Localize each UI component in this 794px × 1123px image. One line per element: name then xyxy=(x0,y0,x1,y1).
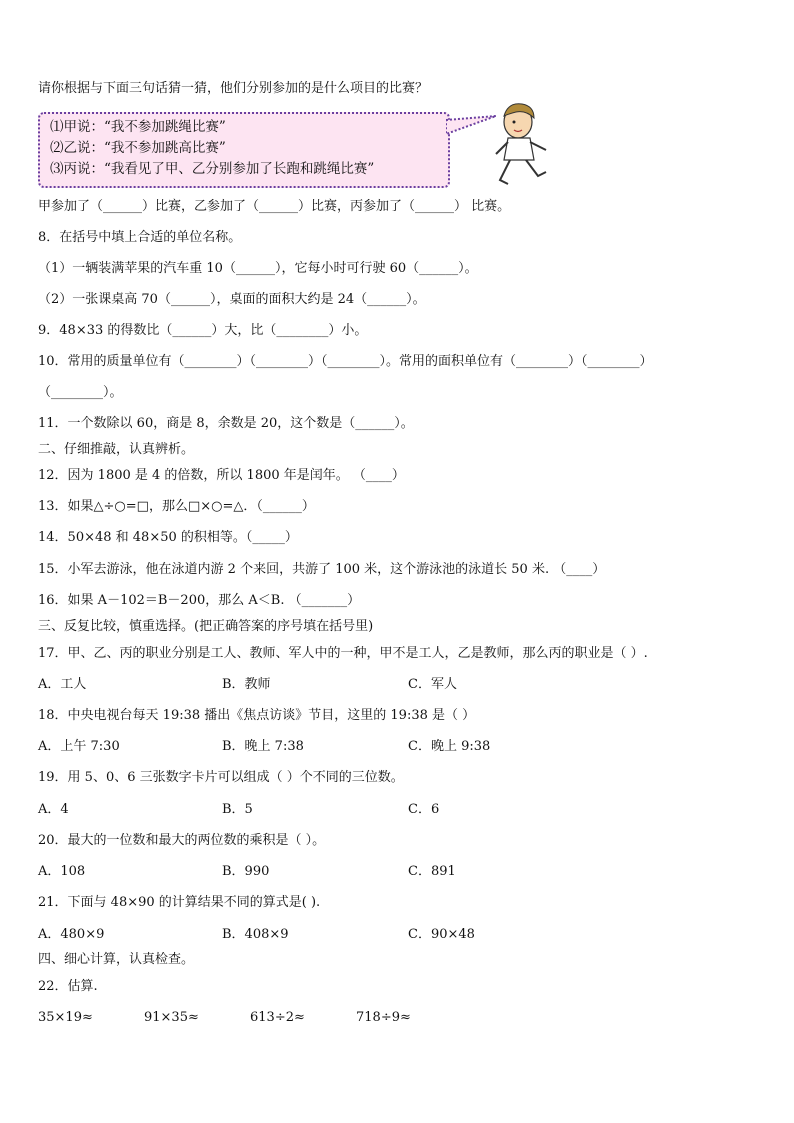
q12: 12．因为 1800 是 4 的倍数，所以 1800 年是闰年。 （____） xyxy=(38,468,405,483)
q17-option-b: B．教师 xyxy=(222,677,271,692)
q21-option-a: A．480×9 xyxy=(38,927,105,942)
q20-option-b: B．990 xyxy=(222,864,270,879)
intro-text: 请你根据与下面三句话猜一猜，他们分别参加的是什么项目的比赛？ xyxy=(38,81,429,96)
q9: 9．48×33 的得数比（______）大，比（________）小。 xyxy=(38,323,368,338)
speech-bubble xyxy=(38,112,450,188)
q8-1: （1）一辆装满苹果的汽车重 10（______），它每小时可行驶 60（______）。 xyxy=(38,261,478,276)
q15: 15．小军去游泳，他在泳道内游 2 个来回，共游了 100 米，这个游泳池的泳道长 50 米. （____） xyxy=(38,562,606,577)
q19: 19．用 5、0、6 三张数字卡片可以组成（ ）个不同的三位数。 xyxy=(38,770,404,785)
q8-2: （2）一张课桌高 70（______），桌面的面积大约是 24（______）。 xyxy=(38,292,426,307)
q19-option-c: C．6 xyxy=(408,802,440,817)
q17: 17．甲、乙、丙的职业分别是工人、教师、军人中的一种，甲不是工人，乙是教师，那么丙的职业是（ ）. xyxy=(38,646,648,661)
q17-option-a: A．工人 xyxy=(38,677,87,692)
q18-option-c: C．晚上 9:38 xyxy=(408,739,491,754)
q20-option-c: C．891 xyxy=(408,864,456,879)
q16: 16．如果 A－102＝B－200，那么 A＜B. （_______） xyxy=(38,593,361,608)
bubble-line-1: ⑴甲说：“我不参加跳绳比赛” xyxy=(50,119,226,135)
q22: 22．估算. xyxy=(38,979,98,994)
q17-option-c: C．军人 xyxy=(408,677,457,692)
q20: 20．最大的一位数和最大的两位数的乘积是（ ）。 xyxy=(38,833,326,848)
estimate-3: 613÷2≈ xyxy=(250,1010,305,1025)
q21-option-b: B．408×9 xyxy=(222,927,289,942)
answer-line: 甲参加了（______）比赛，乙参加了（______）比赛，丙参加了（______） 比赛。 xyxy=(38,199,511,214)
q11: 11．一个数除以 60，商是 8，余数是 20，这个数是（______）。 xyxy=(38,416,414,431)
q10-cont: （________）。 xyxy=(38,385,123,400)
section-4-heading: 四、细心计算，认真检查。 xyxy=(38,952,195,967)
section-2-heading: 二、仔细推敲，认真辨析。 xyxy=(38,442,195,457)
q14: 14．50×48 和 48×50 的积相等。（_____） xyxy=(38,530,298,545)
q19-option-b: B．5 xyxy=(222,802,253,817)
q19-option-a: A．4 xyxy=(38,802,69,817)
q21: 21．下面与 48×90 的计算结果不同的算式是( ). xyxy=(38,895,321,910)
q18: 18．中央电视台每天 19:38 播出《焦点访谈》节目，这里的 19:38 是（ ） xyxy=(38,708,476,723)
estimate-2: 91×35≈ xyxy=(144,1010,199,1025)
q21-option-c: C．90×48 xyxy=(408,927,475,942)
q10: 10．常用的质量单位有（________）（________）（________）。常用的面积单位有（________）（________） xyxy=(38,354,653,369)
q20-option-a: A．108 xyxy=(38,864,86,879)
section-3-heading: 三、反复比较，慎重选择。(把正确答案的序号填在括号里) xyxy=(38,619,374,634)
q8-title: 8．在括号中填上合适的单位名称。 xyxy=(38,230,242,245)
q18-option-b: B．晚上 7:38 xyxy=(222,739,304,754)
bubble-line-2: ⑵乙说：“我不参加跳高比赛” xyxy=(50,140,226,156)
bubble-line-3: ⑶丙说：“我看见了甲、乙分别参加了长跑和跳绳比赛” xyxy=(50,161,375,177)
running-child-illustration xyxy=(490,100,550,188)
q18-option-a: A．上午 7:30 xyxy=(38,739,120,754)
estimate-4: 718÷9≈ xyxy=(356,1010,411,1025)
estimate-1: 35×19≈ xyxy=(38,1010,93,1025)
q13: 13．如果△÷○=□，那么□×○=△．（______） xyxy=(38,499,315,514)
